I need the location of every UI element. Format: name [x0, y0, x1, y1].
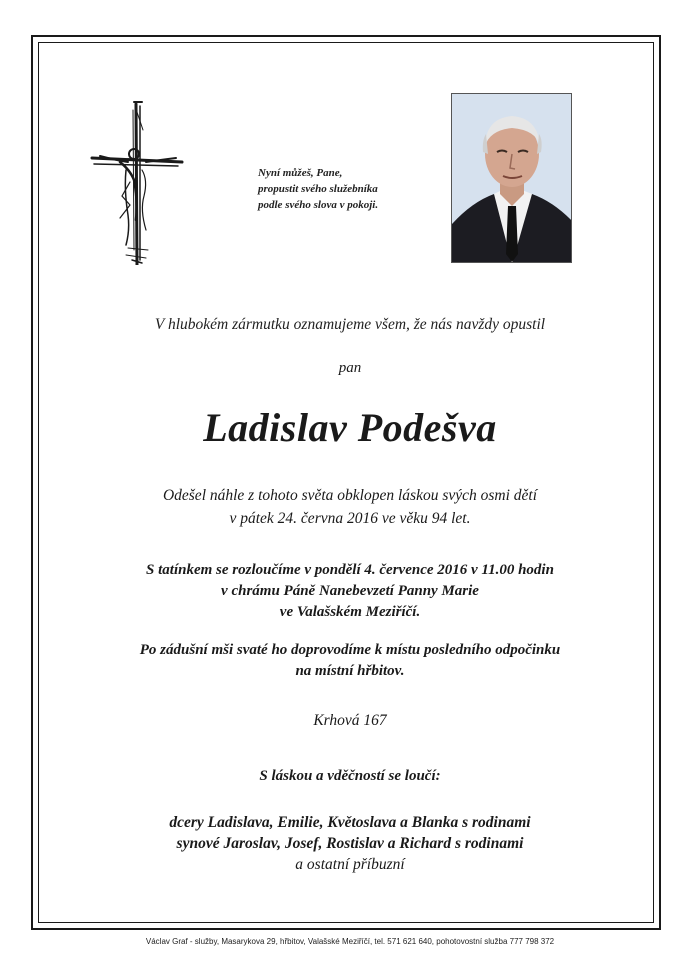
mass-info	[40, 640, 660, 682]
crucifix-icon	[90, 100, 185, 265]
funeral-service-footer: Václav Graf - služby, Masarykova 29, hřbitov, Valašské Meziříčí, tel. 571 621 640, pohotovostní služba 777 798 372	[145, 937, 555, 946]
announcement-intro: V hlubokém zármutku oznamujeme všem, že nás navždy opustil	[154, 316, 546, 333]
mass-line: na místní hřbitov.	[295, 663, 405, 679]
deceased-name: Ladislav Podešva	[203, 405, 497, 450]
family-line: a ostatní příbuzní	[295, 856, 405, 873]
death-line: Odešel náhle z tohoto světa obklopen láskou svých osmi dětí	[162, 487, 538, 504]
verse-line: Nyní můžeš, Pane,	[258, 167, 343, 179]
funeral-line: v chrámu Páně Nanebevzetí Panny Marie	[221, 583, 479, 599]
bible-verse	[258, 165, 448, 213]
funeral-info	[40, 560, 660, 623]
mass-line: Po zádušní mši svaté ho doprovodíme k místu posledního odpočinku	[139, 642, 561, 658]
title-word: pan	[338, 360, 362, 376]
death-line: v pátek 24. června 2016 ve věku 94 let.	[229, 510, 471, 527]
address: Krhová 167	[313, 712, 387, 729]
funeral-line: S tatínkem se rozloučíme v pondělí 4. července 2016 v 11.00 hodin	[146, 562, 554, 578]
family-line: dcery Ladislava, Emilie, Květoslava a Blanka s rodinami	[169, 814, 531, 831]
verse-line: propustit svého služebníka	[258, 183, 378, 195]
death-notice	[40, 484, 660, 530]
farewell-heading: S láskou a vděčností se loučí:	[259, 768, 441, 784]
portrait-photo	[451, 93, 572, 263]
family-line: synové Jaroslav, Josef, Rostislav a Richard s rodinami	[176, 835, 524, 852]
family-list	[40, 812, 660, 875]
verse-line: podle svého slova v pokoji.	[258, 199, 379, 211]
funeral-line: ve Valašském Meziříčí.	[279, 604, 421, 620]
